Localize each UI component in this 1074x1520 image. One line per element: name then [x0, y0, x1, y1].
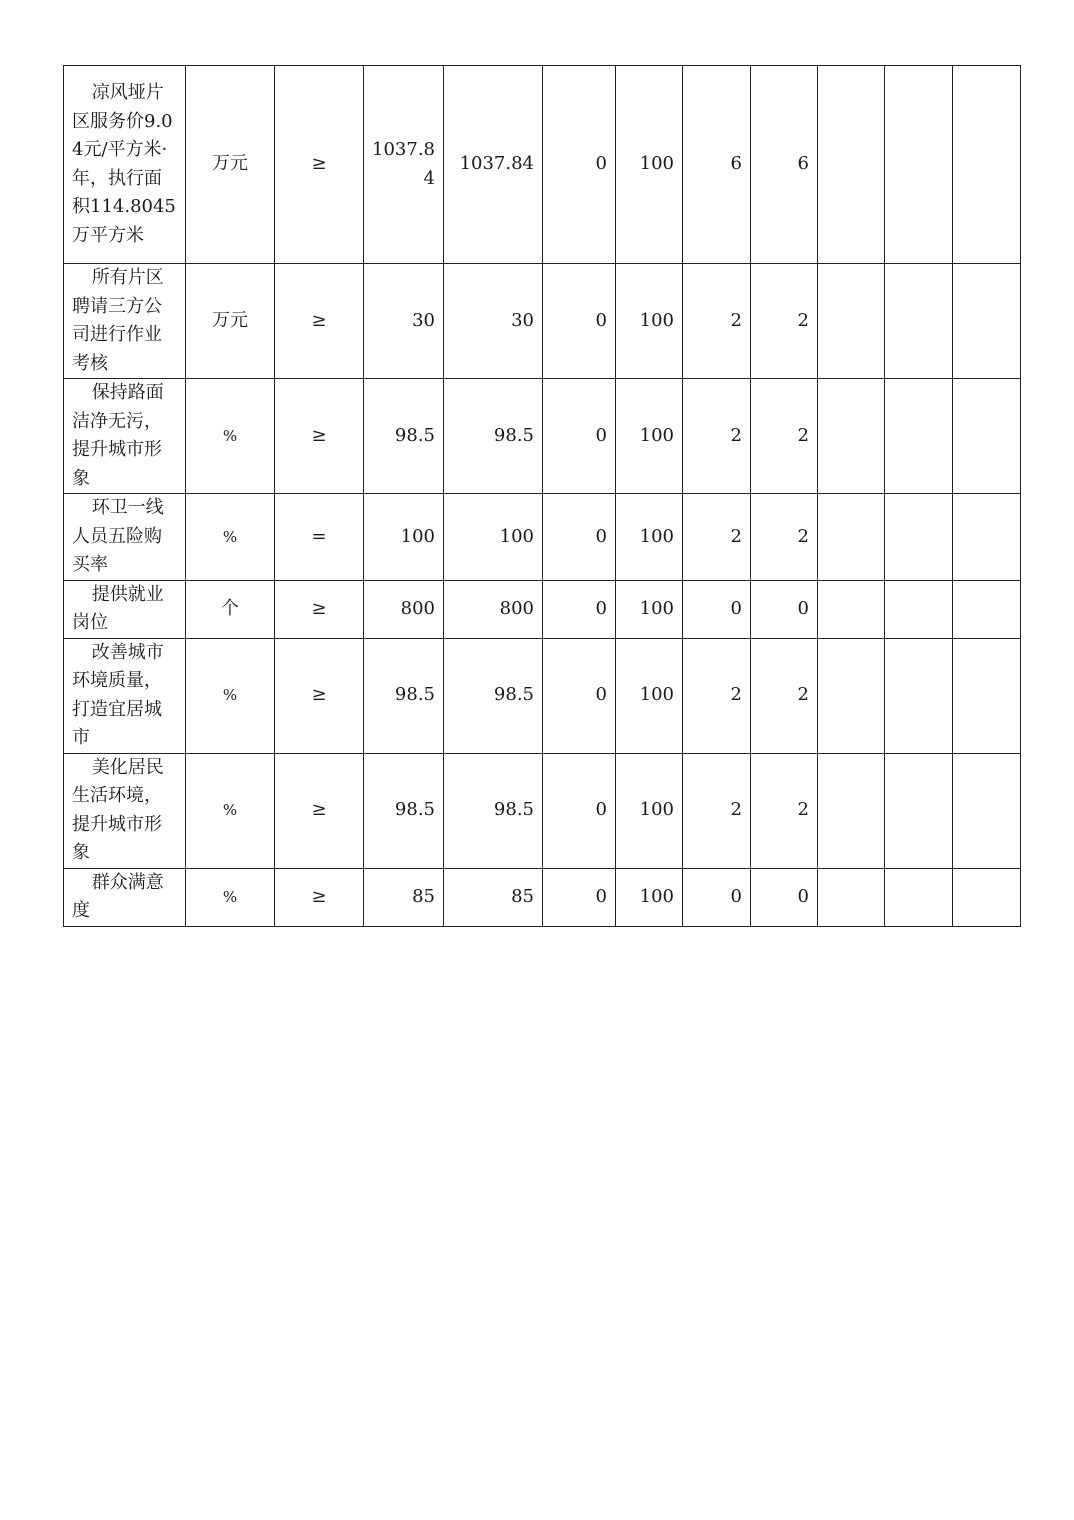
- empty-cell: [885, 66, 953, 264]
- operator-cell: [275, 379, 364, 494]
- weight-cell: [683, 580, 751, 638]
- score-cell: [751, 264, 818, 379]
- weight-text: 2: [730, 309, 742, 331]
- empty-cell: [953, 494, 1021, 581]
- op-text: ≥: [311, 684, 327, 706]
- weight-cell: [683, 868, 751, 926]
- actual-text: 100: [499, 525, 534, 547]
- deviation-text: 0: [595, 309, 607, 331]
- weight-cell: [683, 494, 751, 581]
- weight-cell: [683, 638, 751, 753]
- unit-cell: [186, 868, 275, 926]
- weight-text: 0: [730, 597, 742, 619]
- target-value-cell: [364, 379, 444, 494]
- operator-cell: [275, 66, 364, 264]
- indicator-name-cell: [64, 580, 186, 638]
- unit-text: 万元: [212, 309, 248, 331]
- weight-text: 6: [730, 153, 742, 175]
- completion-rate-cell: [616, 580, 683, 638]
- weight-cell: [683, 753, 751, 868]
- empty-cell: [885, 264, 953, 379]
- empty-cell: [885, 379, 953, 494]
- empty-cell: [953, 868, 1021, 926]
- unit-text: %: [222, 686, 238, 705]
- target-text: 1037.84: [372, 139, 435, 189]
- unit-text: %: [222, 527, 238, 546]
- empty-cell: [818, 638, 885, 753]
- operator-cell: [275, 494, 364, 581]
- op-text: ≥: [311, 153, 327, 175]
- actual-text: 98.5: [493, 424, 534, 446]
- actual-value-cell: [444, 66, 543, 264]
- target-text: 100: [400, 525, 435, 547]
- indicator-name-cell: [64, 753, 186, 868]
- target-value-cell: [364, 494, 444, 581]
- deviation-cell: [543, 868, 616, 926]
- target-value-cell: [364, 868, 444, 926]
- score-cell: [751, 379, 818, 494]
- actual-value-cell: [444, 868, 543, 926]
- actual-value-cell: [444, 379, 543, 494]
- deviation-text: 0: [595, 799, 607, 821]
- deviation-cell: [543, 580, 616, 638]
- rate-text: 100: [639, 309, 674, 331]
- deviation-text: 0: [595, 684, 607, 706]
- actual-value-cell: [444, 494, 543, 581]
- unit-cell: [186, 753, 275, 868]
- score-cell: [751, 494, 818, 581]
- name-text: 凉风垭片区服务价9.04元/平方米·年，执行面积114.8045万平方米: [72, 82, 176, 246]
- deviation-cell: [543, 66, 616, 264]
- name-text: 美化居民生活环境，提升城市形象: [72, 756, 164, 863]
- score-cell: [751, 638, 818, 753]
- target-value-cell: [364, 638, 444, 753]
- empty-cell: [953, 580, 1021, 638]
- actual-text: 1037.84: [459, 153, 534, 175]
- empty-cell: [953, 753, 1021, 868]
- operator-cell: [275, 868, 364, 926]
- target-value-cell: [364, 753, 444, 868]
- actual-value-cell: [444, 264, 543, 379]
- unit-text: 万元: [212, 153, 248, 175]
- score-text: 2: [797, 525, 809, 547]
- performance-indicator-table: [63, 65, 1021, 927]
- target-text: 30: [412, 309, 435, 331]
- op-text: ≥: [311, 597, 327, 619]
- name-text: 改善城市环境质量，打造宜居城市: [72, 641, 164, 748]
- empty-cell: [818, 66, 885, 264]
- score-text: 2: [797, 424, 809, 446]
- weight-text: 2: [730, 525, 742, 547]
- indicator-name-cell: [64, 264, 186, 379]
- empty-cell: [818, 264, 885, 379]
- weight-cell: [683, 379, 751, 494]
- score-text: 2: [797, 799, 809, 821]
- target-value-cell: [364, 580, 444, 638]
- completion-rate-cell: [616, 379, 683, 494]
- completion-rate-cell: [616, 638, 683, 753]
- empty-cell: [885, 580, 953, 638]
- table-row: [64, 264, 1021, 379]
- unit-cell: [186, 379, 275, 494]
- target-text: 98.5: [394, 424, 435, 446]
- completion-rate-cell: [616, 753, 683, 868]
- unit-text: %: [222, 801, 238, 820]
- name-text: 保持路面洁净无污，提升城市形象: [72, 382, 164, 489]
- name-text: 群众满意度: [72, 871, 164, 921]
- unit-text: 个: [221, 597, 239, 619]
- indicator-name-cell: [64, 868, 186, 926]
- actual-value-cell: [444, 638, 543, 753]
- deviation-cell: [543, 264, 616, 379]
- score-cell: [751, 753, 818, 868]
- empty-cell: [885, 494, 953, 581]
- score-text: 2: [797, 309, 809, 331]
- score-cell: [751, 66, 818, 264]
- unit-cell: [186, 494, 275, 581]
- unit-cell: [186, 264, 275, 379]
- empty-cell: [818, 753, 885, 868]
- empty-cell: [818, 494, 885, 581]
- empty-cell: [953, 379, 1021, 494]
- table-body: [64, 66, 1021, 927]
- unit-cell: [186, 580, 275, 638]
- empty-cell: [885, 753, 953, 868]
- target-text: 98.5: [394, 799, 435, 821]
- rate-text: 100: [639, 597, 674, 619]
- actual-text: 98.5: [493, 684, 534, 706]
- table-row: [64, 753, 1021, 868]
- score-text: 6: [797, 153, 809, 175]
- score-cell: [751, 868, 818, 926]
- weight-cell: [683, 264, 751, 379]
- rate-text: 100: [639, 799, 674, 821]
- actual-text: 85: [511, 885, 534, 907]
- operator-cell: [275, 638, 364, 753]
- operator-cell: [275, 264, 364, 379]
- rate-text: 100: [639, 885, 674, 907]
- table-row: [64, 580, 1021, 638]
- empty-cell: [885, 868, 953, 926]
- target-text: 98.5: [394, 684, 435, 706]
- rate-text: 100: [639, 424, 674, 446]
- weight-text: 0: [730, 885, 742, 907]
- op-text: ≥: [311, 309, 327, 331]
- table-row: [64, 494, 1021, 581]
- op-text: ≥: [311, 885, 327, 907]
- actual-value-cell: [444, 753, 543, 868]
- weight-text: 2: [730, 684, 742, 706]
- actual-text: 800: [499, 597, 534, 619]
- rate-text: 100: [639, 525, 674, 547]
- deviation-text: 0: [595, 153, 607, 175]
- completion-rate-cell: [616, 868, 683, 926]
- score-text: 0: [797, 885, 809, 907]
- score-text: 2: [797, 684, 809, 706]
- operator-cell: [275, 753, 364, 868]
- table-row: [64, 868, 1021, 926]
- empty-cell: [818, 868, 885, 926]
- score-cell: [751, 580, 818, 638]
- name-text: 环卫一线人员五险购买率: [72, 497, 164, 575]
- unit-cell: [186, 638, 275, 753]
- empty-cell: [953, 638, 1021, 753]
- target-text: 800: [400, 597, 435, 619]
- unit-cell: [186, 66, 275, 264]
- deviation-cell: [543, 379, 616, 494]
- indicator-name-cell: [64, 494, 186, 581]
- actual-text: 98.5: [493, 799, 534, 821]
- empty-cell: [953, 264, 1021, 379]
- deviation-cell: [543, 638, 616, 753]
- indicator-name-cell: [64, 379, 186, 494]
- weight-text: 2: [730, 799, 742, 821]
- indicator-name-cell: [64, 66, 186, 264]
- weight-text: 2: [730, 424, 742, 446]
- completion-rate-cell: [616, 66, 683, 264]
- actual-text: 30: [511, 309, 534, 331]
- deviation-cell: [543, 494, 616, 581]
- op-text: =: [311, 525, 327, 547]
- name-text: 提供就业岗位: [72, 583, 164, 633]
- empty-cell: [885, 638, 953, 753]
- deviation-text: 0: [595, 525, 607, 547]
- op-text: ≥: [311, 424, 327, 446]
- table-row: [64, 638, 1021, 753]
- rate-text: 100: [639, 153, 674, 175]
- empty-cell: [818, 379, 885, 494]
- table-row: [64, 66, 1021, 264]
- weight-cell: [683, 66, 751, 264]
- deviation-cell: [543, 753, 616, 868]
- target-text: 85: [412, 885, 435, 907]
- empty-cell: [953, 66, 1021, 264]
- indicator-name-cell: [64, 638, 186, 753]
- deviation-text: 0: [595, 597, 607, 619]
- op-text: ≥: [311, 799, 327, 821]
- empty-cell: [818, 580, 885, 638]
- target-value-cell: [364, 264, 444, 379]
- unit-text: %: [222, 887, 238, 906]
- score-text: 0: [797, 597, 809, 619]
- deviation-text: 0: [595, 885, 607, 907]
- unit-text: %: [222, 426, 238, 445]
- completion-rate-cell: [616, 494, 683, 581]
- name-text: 所有片区聘请三方公司进行作业考核: [72, 267, 164, 374]
- deviation-text: 0: [595, 424, 607, 446]
- target-value-cell: [364, 66, 444, 264]
- rate-text: 100: [639, 684, 674, 706]
- actual-value-cell: [444, 580, 543, 638]
- completion-rate-cell: [616, 264, 683, 379]
- table-row: [64, 379, 1021, 494]
- operator-cell: [275, 580, 364, 638]
